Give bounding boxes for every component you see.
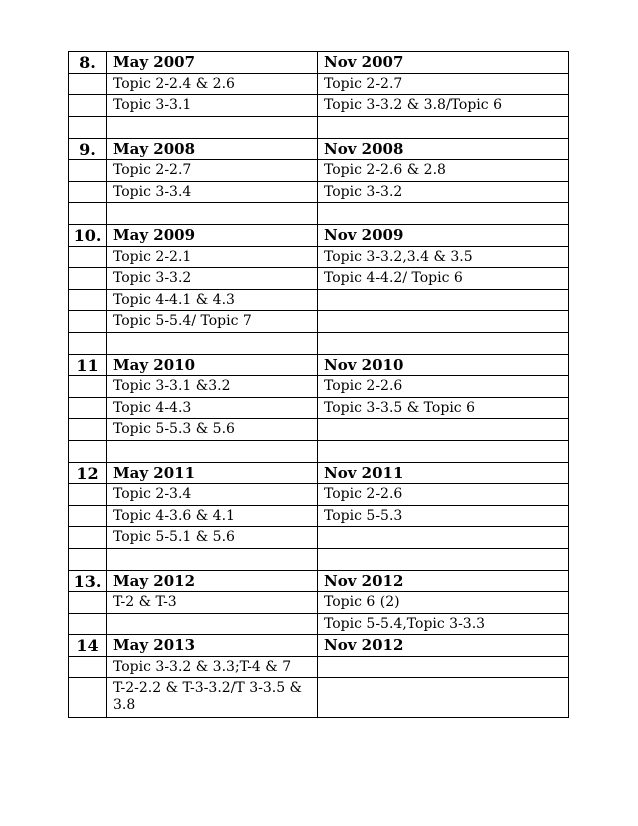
exam-topic-table <box>68 51 569 718</box>
may-session-cell: May 2008 <box>107 138 318 160</box>
row-number-cell <box>69 332 107 354</box>
table-row <box>69 268 569 290</box>
may-session-cell: May 2009 <box>107 225 318 247</box>
may-session-cell: Topic 5-5.3 & 5.6 <box>107 419 318 441</box>
nov-session-cell <box>318 548 569 570</box>
row-number-cell: 8. <box>69 52 107 74</box>
may-session-cell: Topic 4-4.1 & 4.3 <box>107 289 318 311</box>
nov-session-cell: Topic 2-2.6 <box>318 484 569 506</box>
row-number-cell <box>69 268 107 290</box>
table-row <box>69 73 569 95</box>
table-row <box>69 505 569 527</box>
table-row <box>69 289 569 311</box>
nov-session-cell <box>318 332 569 354</box>
row-number-cell <box>69 246 107 268</box>
separator-row <box>69 332 569 354</box>
nov-session-cell: Topic 2-2.7 <box>318 73 569 95</box>
may-session-cell <box>107 440 318 462</box>
nov-session-cell: Topic 2-2.6 & 2.8 <box>318 160 569 182</box>
nov-session-cell: Topic 6 (2) <box>318 592 569 614</box>
nov-session-cell: Topic 4-4.2/ Topic 6 <box>318 268 569 290</box>
table-row <box>69 311 569 333</box>
separator-row <box>69 440 569 462</box>
table-row <box>69 656 569 678</box>
table-row <box>69 160 569 182</box>
row-number-cell <box>69 376 107 398</box>
nov-session-cell: Nov 2008 <box>318 138 569 160</box>
may-session-cell: T-2-2.2 & T-3-3.2/T 3-3.5 & 3.8 <box>107 678 318 718</box>
may-session-cell: Topic 3-3.2 & 3.3;T-4 & 7 <box>107 656 318 678</box>
row-number-cell <box>69 527 107 549</box>
nov-session-cell <box>318 203 569 225</box>
may-session-cell <box>107 203 318 225</box>
nov-session-cell <box>318 116 569 138</box>
separator-row <box>69 203 569 225</box>
nov-session-cell <box>318 527 569 549</box>
row-number-cell <box>69 505 107 527</box>
row-number-cell: 10. <box>69 225 107 247</box>
row-number-cell <box>69 203 107 225</box>
separator-row <box>69 548 569 570</box>
may-session-cell: Topic 2-2.4 & 2.6 <box>107 73 318 95</box>
row-number-cell <box>69 419 107 441</box>
may-session-cell: May 2012 <box>107 570 318 592</box>
may-session-cell: May 2013 <box>107 635 318 657</box>
table-row <box>69 484 569 506</box>
table-row <box>69 95 569 117</box>
row-number-cell: 14 <box>69 635 107 657</box>
row-number-cell <box>69 181 107 203</box>
may-session-cell: May 2010 <box>107 354 318 376</box>
table-row <box>69 678 569 718</box>
may-session-cell: Topic 3-3.1 <box>107 95 318 117</box>
session-header-row <box>69 225 569 247</box>
row-number-cell <box>69 160 107 182</box>
may-session-cell <box>107 613 318 635</box>
row-number-cell: 13. <box>69 570 107 592</box>
may-session-cell: T-2 & T-3 <box>107 592 318 614</box>
nov-session-cell: Topic 3-3.5 & Topic 6 <box>318 397 569 419</box>
table-row <box>69 613 569 635</box>
may-session-cell <box>107 116 318 138</box>
table-row <box>69 527 569 549</box>
nov-session-cell <box>318 419 569 441</box>
may-session-cell: Topic 3-3.1 &3.2 <box>107 376 318 398</box>
session-header-row <box>69 635 569 657</box>
may-session-cell: Topic 4-3.6 & 4.1 <box>107 505 318 527</box>
table-row <box>69 592 569 614</box>
nov-session-cell <box>318 656 569 678</box>
nov-session-cell: Topic 2-2.6 <box>318 376 569 398</box>
nov-session-cell: Topic 3-3.2,3.4 & 3.5 <box>318 246 569 268</box>
row-number-cell <box>69 440 107 462</box>
nov-session-cell: Nov 2009 <box>318 225 569 247</box>
session-header-row <box>69 354 569 376</box>
row-number-cell <box>69 484 107 506</box>
nov-session-cell <box>318 311 569 333</box>
table-row <box>69 376 569 398</box>
table-row <box>69 181 569 203</box>
nov-session-cell <box>318 289 569 311</box>
nov-session-cell: Nov 2007 <box>318 52 569 74</box>
table-row <box>69 397 569 419</box>
row-number-cell <box>69 656 107 678</box>
row-number-cell <box>69 95 107 117</box>
table-row <box>69 419 569 441</box>
table-body <box>69 52 569 718</box>
nov-session-cell: Nov 2012 <box>318 570 569 592</box>
nov-session-cell: Topic 3-3.2 <box>318 181 569 203</box>
may-session-cell: Topic 5-5.1 & 5.6 <box>107 527 318 549</box>
nov-session-cell: Topic 5-5.3 <box>318 505 569 527</box>
row-number-cell <box>69 613 107 635</box>
nov-session-cell: Topic 3-3.2 & 3.8/Topic 6 <box>318 95 569 117</box>
may-session-cell: May 2007 <box>107 52 318 74</box>
row-number-cell <box>69 592 107 614</box>
may-session-cell: Topic 2-2.1 <box>107 246 318 268</box>
may-session-cell: Topic 5-5.4/ Topic 7 <box>107 311 318 333</box>
row-number-cell <box>69 116 107 138</box>
nov-session-cell: Topic 5-5.4,Topic 3-3.3 <box>318 613 569 635</box>
may-session-cell <box>107 332 318 354</box>
may-session-cell: Topic 4-4.3 <box>107 397 318 419</box>
may-session-cell: May 2011 <box>107 462 318 484</box>
session-header-row <box>69 52 569 74</box>
may-session-cell: Topic 3-3.4 <box>107 181 318 203</box>
nov-session-cell <box>318 440 569 462</box>
row-number-cell <box>69 397 107 419</box>
session-header-row <box>69 570 569 592</box>
row-number-cell <box>69 548 107 570</box>
nov-session-cell: Nov 2012 <box>318 635 569 657</box>
separator-row <box>69 116 569 138</box>
nov-session-cell: Nov 2010 <box>318 354 569 376</box>
may-session-cell: Topic 2-3.4 <box>107 484 318 506</box>
table-row <box>69 246 569 268</box>
session-header-row <box>69 462 569 484</box>
may-session-cell <box>107 548 318 570</box>
row-number-cell <box>69 73 107 95</box>
may-session-cell: Topic 3-3.2 <box>107 268 318 290</box>
row-number-cell: 12 <box>69 462 107 484</box>
row-number-cell <box>69 678 107 718</box>
session-header-row <box>69 138 569 160</box>
row-number-cell <box>69 311 107 333</box>
row-number-cell <box>69 289 107 311</box>
nov-session-cell: Nov 2011 <box>318 462 569 484</box>
row-number-cell: 11 <box>69 354 107 376</box>
may-session-cell: Topic 2-2.7 <box>107 160 318 182</box>
nov-session-cell <box>318 678 569 718</box>
row-number-cell: 9. <box>69 138 107 160</box>
